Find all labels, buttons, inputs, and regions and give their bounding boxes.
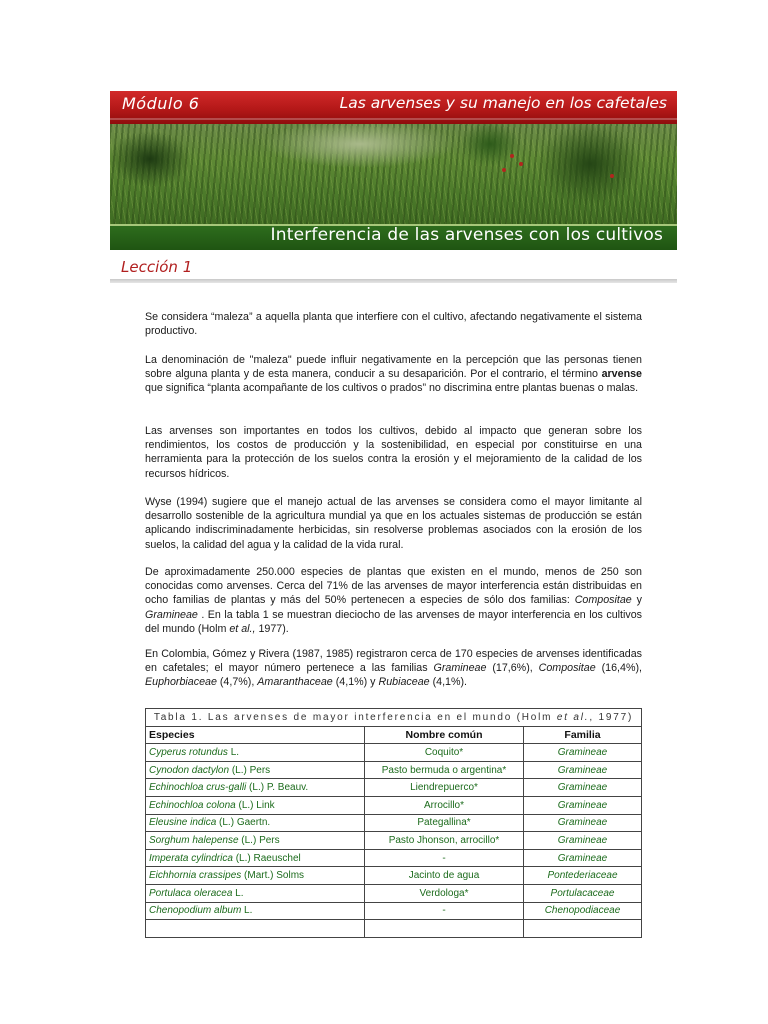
italic-term: Compositae [538, 662, 596, 675]
column-header-species: Especies [146, 726, 365, 744]
banner-subtitle-bar [110, 224, 677, 250]
species-cell [146, 867, 365, 885]
common-name-cell: - [365, 902, 524, 920]
family-cell: Gramineae [524, 744, 642, 762]
paragraph-text: (4,7%), [216, 676, 258, 689]
family-cell: Gramineae [524, 761, 642, 779]
common-name-cell: Pasto Jhonson, arrocillo* [365, 832, 524, 850]
species-author: L. [241, 905, 253, 917]
table-caption-text: , 1977) [589, 711, 634, 723]
family-cell: Gramineae [524, 832, 642, 850]
column-header-common-name: Nombre común [365, 726, 524, 744]
species-cell [146, 849, 365, 867]
italic-term: et al., [229, 622, 256, 635]
coffee-berry-icon [510, 154, 514, 158]
species-author: L. [227, 746, 240, 758]
family-cell: Gramineae [524, 796, 642, 814]
family-cell: Gramineae [524, 849, 642, 867]
table-row [146, 849, 642, 867]
species-cell [146, 902, 365, 920]
empty-cell [524, 920, 642, 938]
table-row [146, 744, 642, 762]
italic-term: Amaranthaceae [257, 676, 333, 689]
family-cell: Gramineae [524, 779, 642, 797]
coffee-berry-icon [610, 174, 614, 178]
lesson-divider [110, 279, 677, 283]
table-row [146, 779, 642, 797]
empty-cell [146, 920, 365, 938]
species-author: (L.) Pers [229, 764, 271, 776]
paragraph-text: (4,1%) y [332, 676, 379, 689]
species-author: (L.) Raeuschel [232, 852, 301, 864]
common-name-cell: Jacinto de agua [365, 867, 524, 885]
column-header-family: Familia [524, 726, 642, 744]
table-row [146, 832, 642, 850]
species-name: Sorghum halepense [149, 834, 239, 846]
table-row [146, 796, 642, 814]
species-cell [146, 884, 365, 902]
paragraph-text: (4,1%). [429, 676, 468, 689]
species-name: Portulaca oleracea [149, 887, 233, 899]
page-title: Interferencia de las arvenses con los cultivos [270, 225, 663, 245]
species-cell [146, 744, 365, 762]
coffee-field-photo [110, 124, 677, 224]
common-name-cell: Arrocillo* [365, 796, 524, 814]
species-name: Echinochloa colona [149, 799, 236, 811]
paragraph-text: (17,6%), [486, 662, 539, 675]
paragraph-text: 1977). [255, 622, 289, 635]
italic-term: Euphorbiaceae [145, 676, 217, 689]
common-name-cell: Pategallina* [365, 814, 524, 832]
banner-stripe [110, 118, 677, 120]
italic-term: Gramineae [145, 608, 198, 621]
paragraph-text: La denominación de "maleza" puede influir negativamente en la percepción que las personas tienen sobre alguna planta y de esta manera, conducir a su desaparición. Por el contrario, el término [145, 354, 642, 381]
species-cell [146, 796, 365, 814]
family-cell: Portulacaceae [524, 884, 642, 902]
module-label: Módulo 6 [122, 94, 200, 113]
module-title: Las arvenses y su manejo en los cafetales [339, 94, 667, 112]
species-cell [146, 761, 365, 779]
family-cell: Chenopodiaceae [524, 902, 642, 920]
paragraph-text: (16,4%), [595, 662, 642, 675]
species-author: (L.) P. Beauv. [246, 782, 309, 794]
family-cell: Gramineae [524, 814, 642, 832]
species-name: Echinochloa crus-galli [149, 782, 247, 794]
species-cell [146, 832, 365, 850]
table-caption-italic: et al. [556, 711, 590, 723]
table-row [146, 761, 642, 779]
paragraph-text: Wyse (1994) sugiere que el manejo actual de las arvenses se considera como el mayor limitante al desarrollo sostenible de la agricultura mundial ya que en los actuales sistemas de producción se están aplicando indiscriminadamente herbicidas, sin resolverse problemas asociados con la erosión de los suelos, la calidad del agua y la calidad de la vida rural. [145, 496, 642, 551]
paragraph-text: Las arvenses son importantes en todos los cultivos, debido al impacto que generan sobre los rendimientos, los costos de producción y la sostenibilidad, en especial por constituirse en una herramienta para la protección de los suelos contra la erosión y el mejoramiento de la calidad de los recursos hídricos. [145, 425, 642, 480]
coffee-berry-icon [519, 162, 523, 166]
table-row [146, 814, 642, 832]
species-name: Cyperus rotundus [149, 746, 228, 758]
paragraph-text: que significa “planta acompañante de los cultivos o prados” no discrimina entre plantas buenas o malas. [145, 382, 639, 395]
header-banner [110, 91, 677, 250]
species-author: (L.) Link [235, 799, 275, 811]
paragraph-4 [145, 495, 642, 552]
paragraph-6 [145, 647, 642, 690]
table-caption-text: Tabla 1. Las arvenses de mayor interferencia en el mundo (Holm [153, 711, 557, 723]
table-header-row [146, 726, 642, 744]
paragraph-5 [145, 565, 642, 636]
paragraph-text: Se considera “maleza” a aquella planta que interfiere con el cultivo, afectando negativamente el sistema productivo. [145, 311, 642, 338]
species-name: Imperata cylindrica [149, 852, 233, 864]
coffee-berry-icon [502, 168, 506, 172]
species-author: (Mart.) Solms [241, 870, 305, 882]
species-name: Eleusine indica [149, 817, 217, 829]
species-name: Cynodon dactylon [149, 764, 230, 776]
species-cell [146, 779, 365, 797]
banner-title-bar [110, 91, 677, 124]
table-row-empty [146, 920, 642, 938]
paragraph-text: . En la tabla 1 se muestran dieciocho de las arvenses de mayor interferencia en los cultivos del mundo (Holm [145, 608, 642, 635]
species-name: Chenopodium album [149, 905, 242, 917]
common-name-cell: - [365, 849, 524, 867]
table-caption-row [146, 709, 642, 727]
paragraph-text: y [631, 594, 642, 607]
family-cell: Pontederiaceae [524, 867, 642, 885]
species-cell [146, 814, 365, 832]
species-table [145, 708, 642, 938]
species-author: (L.) Pers [238, 834, 280, 846]
lesson-heading: Lección 1 [121, 258, 193, 276]
table-row [146, 902, 642, 920]
species-name: Eichhornia crassipes [149, 870, 242, 882]
common-name-cell: Pasto bermuda o argentina* [365, 761, 524, 779]
common-name-cell: Verdologa* [365, 884, 524, 902]
species-author: (L.) Gaertn. [216, 817, 271, 829]
species-author: L. [232, 887, 244, 899]
table-row [146, 884, 642, 902]
italic-term: Rubiaceae [378, 676, 430, 689]
italic-term: Gramineae [433, 662, 487, 675]
common-name-cell: Coquito* [365, 744, 524, 762]
table-row [146, 867, 642, 885]
paragraph-2 [145, 353, 642, 396]
paragraph-text: En Colombia, Gómez y Rivera (1987, 1985) registraron cerca de 170 especies de arvenses identificadas en cafetales; el mayor número pertenece a las familias [145, 648, 642, 675]
bold-term: arvense [601, 368, 642, 381]
empty-cell [365, 920, 524, 938]
italic-term: Compositae [574, 594, 632, 607]
paragraph-text: De aproximadamente 250.000 especies de plantas que existen en el mundo, menos de 250 son conocidas como arvenses. Cerca del 71% de las arvenses de mayor interferencia están distribuidas en ocho familias de plantas y más del 50% pertenecen a especies de sólo dos familias: [145, 566, 642, 607]
paragraph-3 [145, 424, 642, 481]
common-name-cell: Liendrepuerco* [365, 779, 524, 797]
table-caption [146, 709, 642, 727]
paragraph-1 [145, 310, 642, 338]
